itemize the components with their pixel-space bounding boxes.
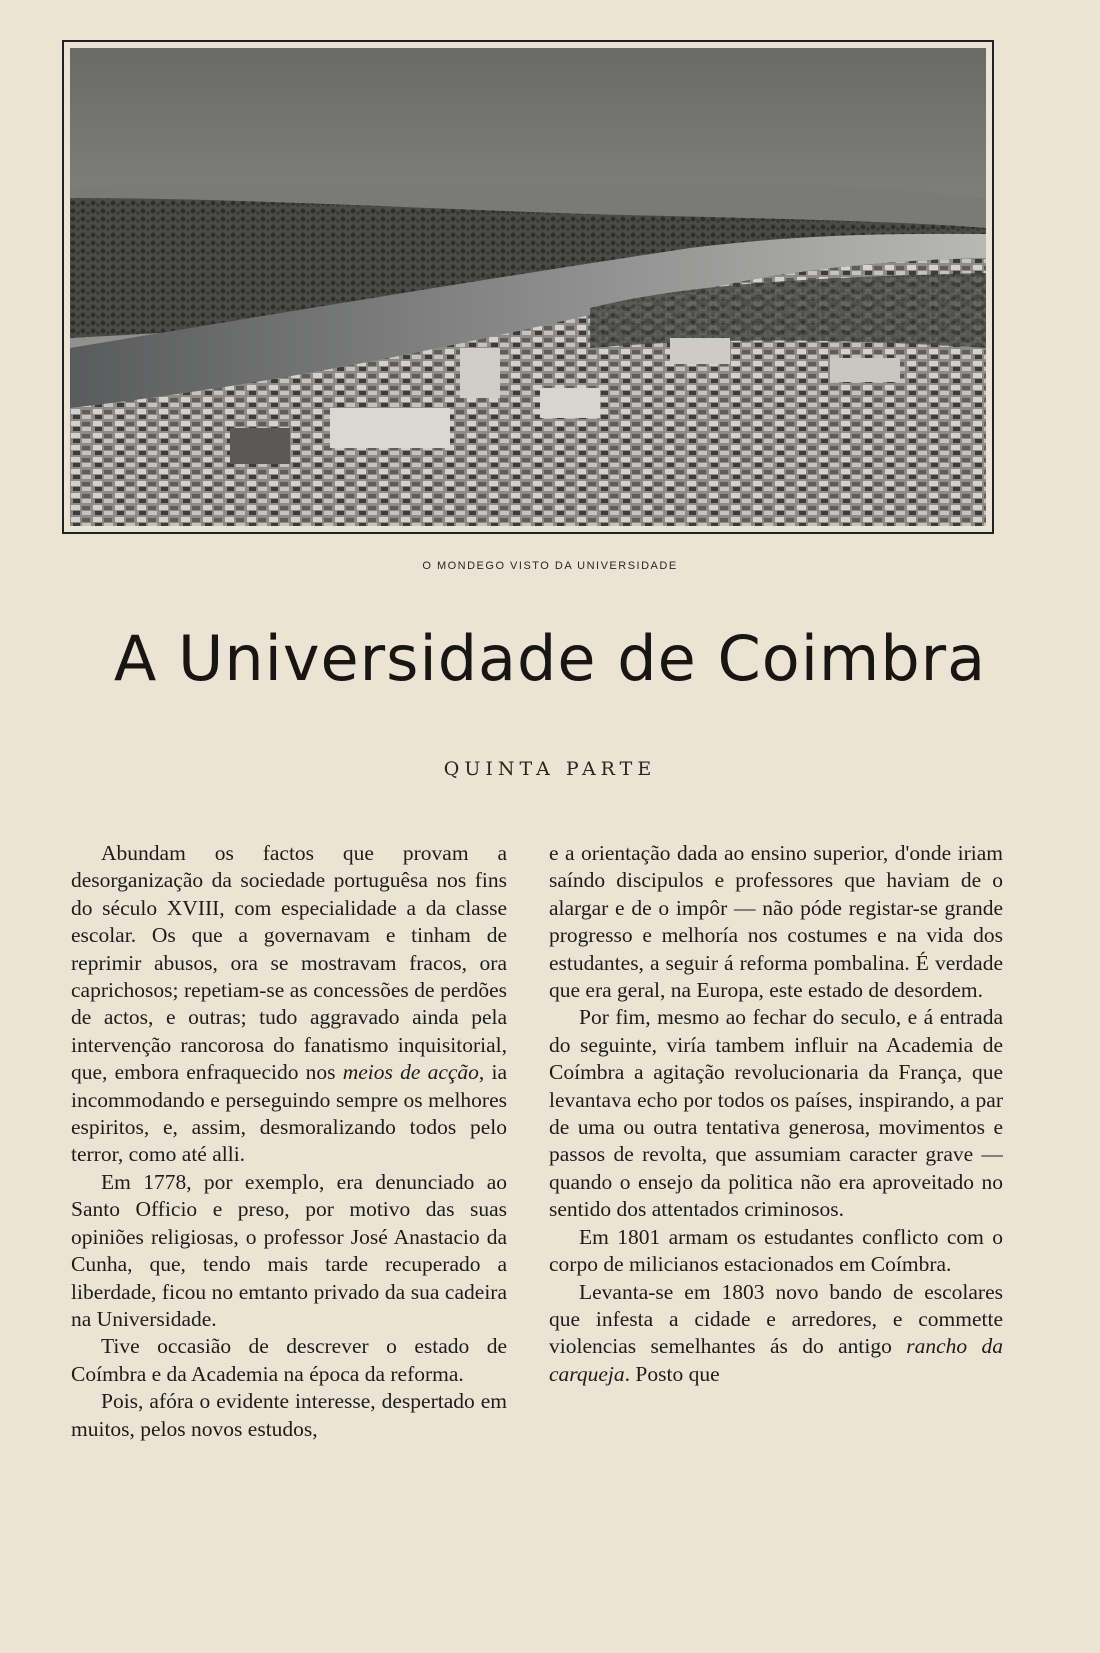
paragraph: Em 1801 armam os estudantes conflicto com o corpo de milicianos estacionados em Coímbra. [549, 1224, 1003, 1277]
paragraph: Tive occasião de descrever o estado de Coímbra e da Academia na época da reforma. [71, 1334, 507, 1386]
emphasis: rancho da carqueja [549, 1334, 1003, 1386]
aerial-photo-mondego-river-coimbra-icon [70, 48, 986, 526]
paragraph: Por fim, mesmo ao fechar do seculo, e á entrada do seguinte, viría tambem influir na Academia de Coímbra a agitação revolucionaria da França, que levantava echo por todos os países, inspirando, a par de uma ou outra tentativa generosa, movimentos e passos de revolta, que assumiam caracter grave — quando o ensejo da politica não era aproveitado no sentido dos attentados criminosos. [549, 1005, 1003, 1222]
article-title: A Universidade de Coimbra [113, 622, 987, 695]
right-column [549, 840, 1003, 1630]
left-column [71, 840, 507, 1630]
photo-caption: O MONDEGO VISTO DA UNIVERSIDADE [422, 560, 678, 572]
paragraph: Levanta-se em 1803 novo bando de escolares que infesta a cidade e arredores, e commette violencias semelhantes ás do antigo rancho da carqueja. Posto que [549, 1279, 1003, 1386]
emphasis: meios de acção [342, 1060, 479, 1085]
paragraph: Em 1778, por exemplo, era denunciado ao Santo Officio e preso, por motivo das suas opiniões religiosas, o professor José Anastacio da Cunha, que, tendo mais tarde recuperado a liberdade, ficou no emtanto privado da sua cadeira na Universidade. [71, 1169, 507, 1331]
article-subtitle: QUINTA PARTE [443, 758, 657, 780]
photo-frame [62, 40, 994, 534]
paragraph: e a orientação dada ao ensino superior, d'onde iriam saíndo discipulos e professores que haviam de o alargar e de o impôr — não póde registar-se grande progresso e melhoría nos costumes e na vida dos estudantes, a seguir á reforma pombalina. É verdade que era geral, na Europa, este estado de desordem. [549, 841, 1003, 1003]
paragraph: Abundam os factos que provam a desorganização da sociedade portuguêsa nos fins do século XVIII, com especialidade a da classe escolar. Os que a governavam e tinham de reprimir abusos, ora se mostravam fracos, ora caprichosos; repetiam-se as concessões de perdões de actos, e outras; tudo aggravado ainda pela intervenção rancorosa do fanatismo inquisitorial, que, embora enfraquecido nos meios de acção, ia incommodando e perseguindo sempre os melhores espiritos, e, assim, desmoralizando todos pelo terror, como até alli. [71, 841, 507, 1167]
paragraph: Pois, afóra o evidente interesse, despertado em muitos, pelos novos estudos, [71, 1389, 507, 1441]
